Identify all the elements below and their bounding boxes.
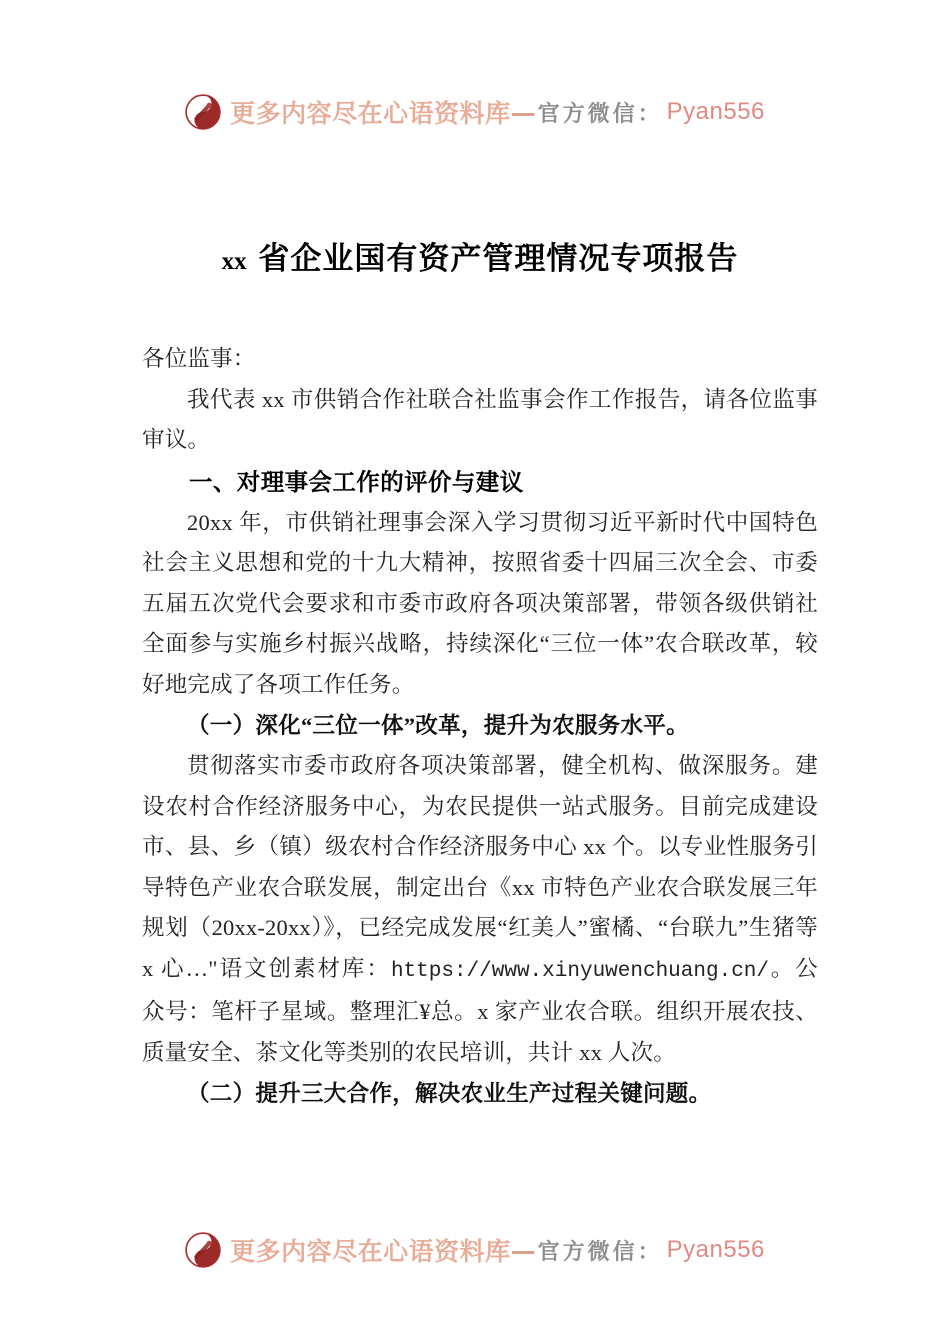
subsection-1-paragraph (142, 746, 818, 1073)
subsection-1-text-part1: 贯彻落实市委市政府各项决策部署，健全机构、做深服务。建设农村合作经济服务中心，为农民提供一站式服务。目前完成建设市、县、乡（镇）级农村合作经济服务中心 xx 个。以专业性服务引导特色产业农合联发展，制定出台《xx 市特色产业农合联发展三年规划（20xx-20xx）》，已经完成发展“红美人”蜜橘、“台联九”生猪等 x 心…"语文创素材库： (142, 753, 818, 981)
subsection-1-text-part2: 。公众号：笔杆子星域。整理汇¥总。x 家产业农合联。组织开展农技、质量安全、茶文化等类别的农民培训，共计 xx 人次。 (142, 955, 818, 1065)
watermark-account-id: Pyan556 (666, 1236, 765, 1263)
subsection-1-url: https://www.xinyuwenchuang.cn/ (390, 959, 769, 983)
watermark-banner-top (0, 94, 950, 130)
watermark-main-text: 更多内容尽在心语资料库 (230, 99, 511, 128)
watermark-dash: — (510, 97, 536, 127)
watermark-dash: — (510, 1235, 536, 1265)
yin-yang-brush-logo-icon (185, 1232, 221, 1268)
watermark-main-text: 更多内容尽在心语资料库 (230, 1237, 511, 1266)
watermark-banner-bottom (0, 1232, 950, 1268)
salutation: 各位监事： (142, 346, 256, 371)
subsection-1-heading: （一）深化“三位一体”改革，提升为农服务水平。 (187, 713, 689, 738)
document-body (142, 236, 818, 1114)
section-1-paragraph: 20xx 年，市供销社理事会深入学习贯彻习近平新时代中国特色社会主义思想和党的十九大精神，按照省委十四届三次全会、市委五届五次党代会要求和市委市政府各项决策部署，带领各级供销社全面参与实施乡村振兴战略，持续深化“三位一体”农合联改革，较好地完成了各项工作任务。 (142, 509, 818, 697)
intro-paragraph: 我代表 xx 市供销合作社联合社监事会作工作报告，请各位监事审议。 (142, 386, 818, 452)
page-title-latin: xx (221, 248, 247, 275)
subsection-2-heading: （二）提升三大合作，解决农业生产过程关键问题。 (187, 1081, 712, 1106)
watermark-account-id: Pyan556 (666, 98, 765, 125)
section-1-heading: 一、对理事会工作的评价与建议 (189, 467, 524, 496)
watermark-sub-text: 官方微信： (537, 100, 663, 127)
page-title-cjk: 省企业国有资产管理情况专项报告 (258, 241, 739, 277)
yin-yang-brush-logo-icon (185, 94, 221, 130)
watermark-sub-text: 官方微信： (537, 1238, 663, 1265)
page-title (142, 236, 818, 285)
